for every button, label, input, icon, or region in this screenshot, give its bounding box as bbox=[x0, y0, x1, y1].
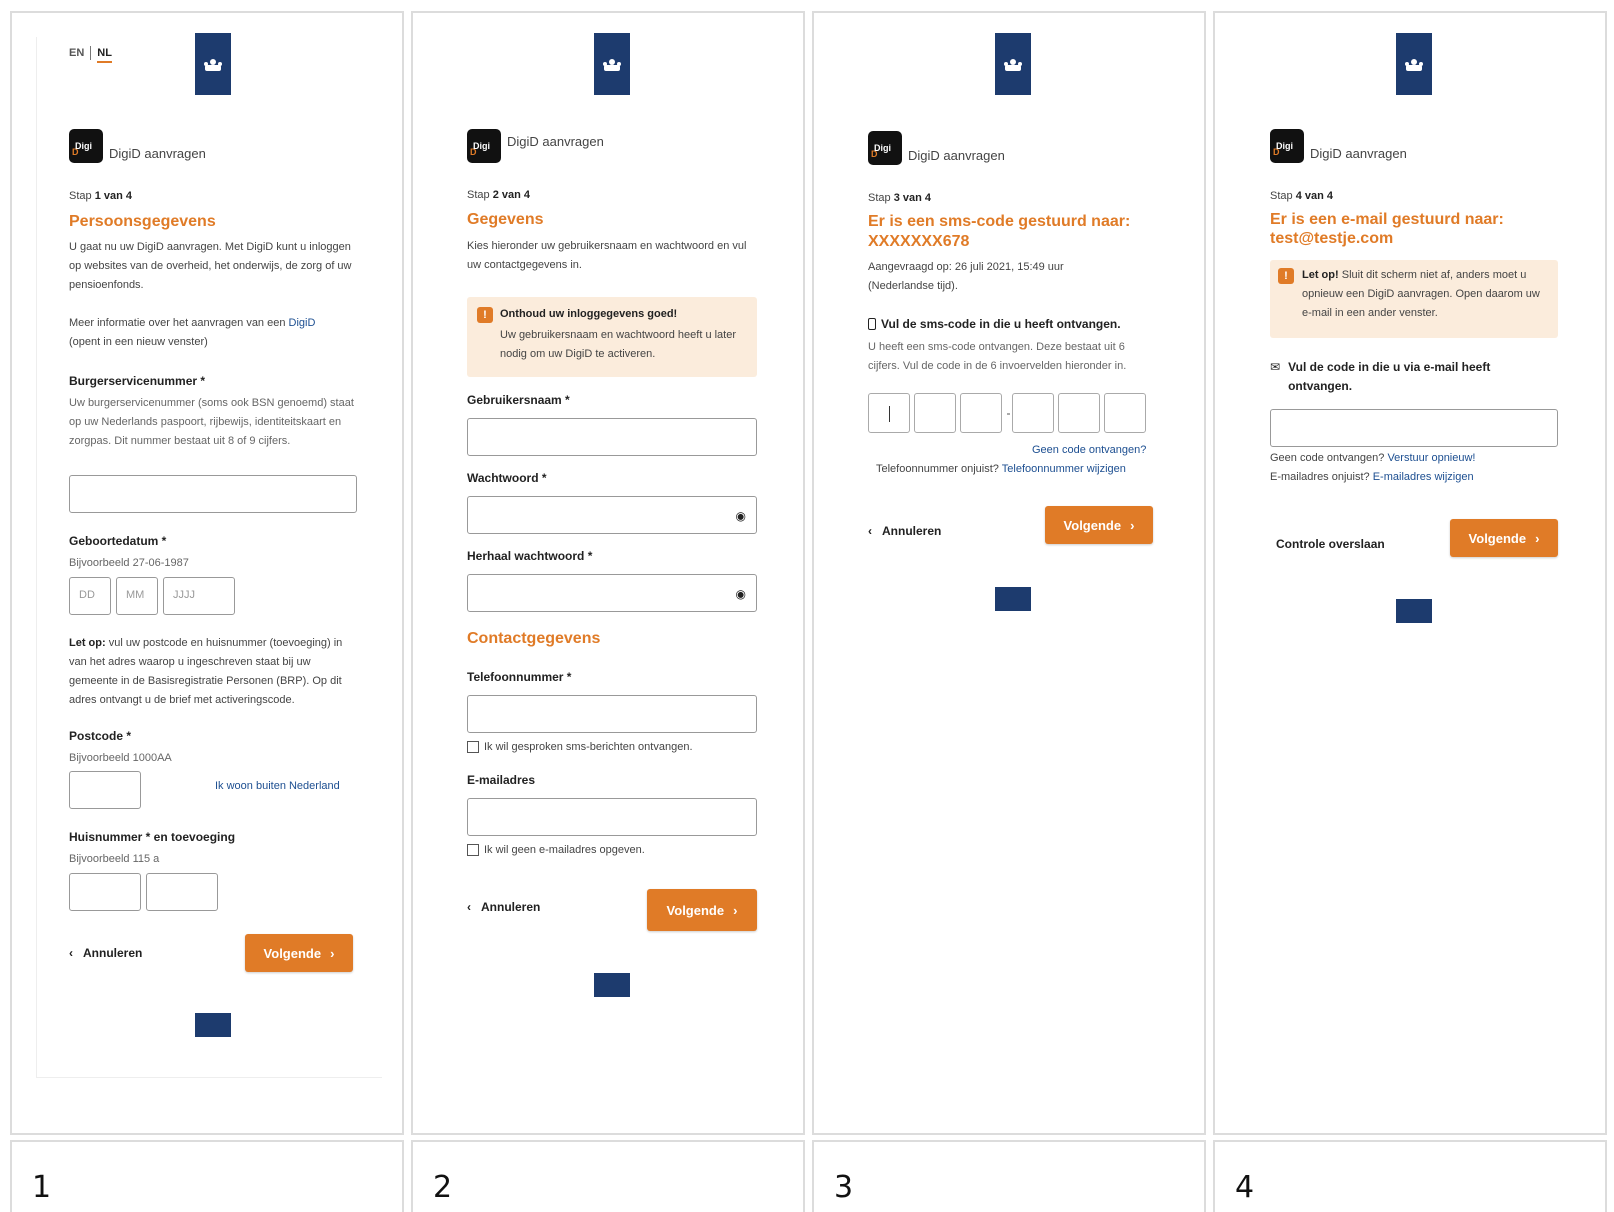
phone-icon bbox=[868, 318, 876, 330]
eye-icon[interactable]: ◉ bbox=[735, 587, 746, 601]
digid-logo-icon: Digi D bbox=[69, 129, 103, 163]
step-indicator: Stap 3 van 4 bbox=[868, 192, 931, 204]
lang-nl-link[interactable]: NL bbox=[97, 47, 112, 63]
alert-text: Uw gebruikersnaam en wachtwoord heeft u later nodig om uw DigiD te activeren. bbox=[500, 329, 737, 360]
phone-wrong-text: Telefoonnummer onjuist? Telefoonnummer wijzigen bbox=[876, 463, 1126, 475]
lang-en-link[interactable]: EN bbox=[69, 46, 85, 59]
code-separator bbox=[1007, 413, 1010, 415]
cancel-link[interactable]: ‹ Annuleren bbox=[69, 946, 143, 960]
bsn-label: Burgerservicenummer * bbox=[69, 374, 206, 388]
rijksoverheid-logo bbox=[995, 33, 1031, 95]
crest-icon bbox=[1001, 57, 1025, 73]
next-button[interactable]: Volgende › bbox=[1045, 506, 1153, 544]
no-code-link[interactable]: Geen code ontvangen? bbox=[1032, 444, 1147, 456]
checkbox-icon bbox=[467, 844, 479, 856]
skip-check-link[interactable]: Controle overslaan bbox=[1276, 537, 1385, 551]
language-switch bbox=[69, 46, 112, 60]
app-label: DigiD aanvragen bbox=[507, 134, 604, 149]
rijksoverheid-logo bbox=[1396, 33, 1432, 95]
change-phone-link[interactable]: Telefoonnummer wijzigen bbox=[1001, 463, 1126, 475]
envelope-icon: ✉ bbox=[1270, 360, 1281, 374]
email-wrong-text: E-mailadres onjuist? E-mailadres wijzigen bbox=[1270, 471, 1474, 483]
dob-label: Geboortedatum * bbox=[69, 534, 167, 548]
postcode-hint: Bijvoorbeeld 1000AA bbox=[69, 752, 172, 764]
page-title-line2: test@testje.com bbox=[1270, 230, 1394, 247]
sms-code-hint: U heeft een sms-code ontvangen. Deze bestaat uit 6 cijfers. Vul de code in de 6 invoervelden hieronder in. bbox=[868, 341, 1127, 372]
panel-label-2: 2 bbox=[411, 1140, 805, 1212]
email-code-label: ✉ Vul de code in die u via e-mail heeft ontvangen. bbox=[1270, 358, 1530, 396]
chevron-right-icon: › bbox=[1130, 517, 1135, 533]
footer-block bbox=[1396, 599, 1432, 623]
abroad-link[interactable]: Ik woon buiten Nederland bbox=[215, 780, 340, 792]
warning-icon: ! bbox=[477, 307, 493, 323]
page-title: Persoonsgegevens bbox=[69, 213, 216, 230]
cancel-link[interactable]: ‹ Annuleren bbox=[467, 900, 541, 914]
crest-icon bbox=[600, 57, 624, 73]
email-label: E-mailadres bbox=[467, 773, 536, 787]
app-label: DigiD aanvragen bbox=[1310, 146, 1407, 161]
step-indicator: Stap 4 van 4 bbox=[1270, 190, 1333, 202]
rijksoverheid-logo bbox=[594, 33, 630, 95]
chevron-left-icon: ‹ bbox=[69, 946, 73, 960]
sms-code-label: Vul de sms-code in die u heeft ontvangen. bbox=[868, 317, 1121, 331]
page-title-line2: XXXXXXX678 bbox=[868, 233, 970, 250]
intro-text: Kies hieronder uw gebruikersnaam en wachtwoord en vul uw contactgegevens in. bbox=[467, 240, 747, 271]
crest-icon bbox=[1402, 57, 1426, 73]
no-code-text: Geen code ontvangen? Verstuur opnieuw! bbox=[1270, 452, 1476, 464]
house-addition-input[interactable] bbox=[146, 873, 218, 911]
footer-block bbox=[594, 973, 630, 997]
rijksoverheid-logo bbox=[195, 33, 231, 95]
change-email-link[interactable]: E-mailadres wijzigen bbox=[1372, 471, 1474, 483]
sms-code-digit-6[interactable] bbox=[1104, 393, 1146, 433]
alert-text: Let op! Sluit dit scherm niet af, anders moet u opnieuw een DigiD aanvragen. Open daarom uw e-mail in een ander venster. bbox=[1302, 269, 1540, 319]
page-title-line1: Er is een e-mail gestuurd naar: bbox=[1270, 211, 1504, 228]
frame-line bbox=[36, 1077, 382, 1078]
digid-header bbox=[868, 131, 1005, 165]
chevron-left-icon: ‹ bbox=[868, 524, 872, 538]
house-number-label: Huisnummer * en toevoeging bbox=[69, 830, 236, 844]
panel-label-4: 4 bbox=[1213, 1140, 1607, 1212]
step-2-panel bbox=[411, 11, 805, 1135]
intro-text: U gaat nu uw DigiD aanvragen. Met DigiD kunt u inloggen op websites van de overheid, het onderwijs, de zorg of uw pensioenfonds. bbox=[69, 241, 352, 291]
dob-year-input[interactable]: JJJJ bbox=[163, 577, 235, 615]
address-note: Let op: vul uw postcode en huisnummer (toevoeging) in van het adres waarop u ingeschreven staat bij uw gemeente in de Basisregistratie Personen (BRP). Op dit adres ontvangt u de brief met activeringscode. bbox=[69, 637, 343, 706]
sms-code-digit-2[interactable] bbox=[914, 393, 956, 433]
repeat-password-label: Herhaal wachtwoord * bbox=[467, 549, 593, 563]
repeat-password-input[interactable] bbox=[467, 574, 757, 612]
bsn-hint: Uw burgerservicenummer (soms ook BSN genoemd) staat op uw Nederlands paspoort, rijbewijs, identiteitskaart en zorgpas. Dit nummer bestaat uit 8 of 9 cijfers. bbox=[69, 397, 354, 447]
footer-block bbox=[995, 587, 1031, 611]
sms-code-digit-4[interactable] bbox=[1012, 393, 1054, 433]
next-button[interactable]: Volgende › bbox=[1450, 519, 1558, 557]
bsn-input[interactable] bbox=[69, 475, 357, 513]
more-info-text: Meer informatie over het aanvragen van een DigiD (opent in een nieuw venster) bbox=[69, 317, 316, 348]
digid-link[interactable]: DigiD bbox=[288, 317, 316, 329]
alert-title: Onthoud uw inloggegevens goed! bbox=[500, 308, 678, 320]
page-title-line1: Er is een sms-code gestuurd naar: bbox=[868, 213, 1131, 230]
username-input[interactable] bbox=[467, 418, 757, 456]
resend-link[interactable]: Verstuur opnieuw! bbox=[1387, 452, 1476, 464]
frame-line bbox=[36, 37, 37, 1077]
step-4-panel bbox=[1213, 11, 1607, 1135]
footer-block bbox=[195, 1013, 231, 1037]
step-1-panel bbox=[10, 11, 404, 1135]
postcode-input[interactable] bbox=[69, 771, 141, 809]
chevron-left-icon: ‹ bbox=[467, 900, 471, 914]
postcode-label: Postcode * bbox=[69, 729, 132, 743]
cancel-link[interactable]: ‹ Annuleren bbox=[868, 524, 942, 538]
requested-text: Aangevraagd op: 26 juli 2021, 15:49 uur (Nederlandse tijd). bbox=[868, 261, 1064, 292]
email-input[interactable] bbox=[467, 798, 757, 836]
digid-logo-icon: Digi D bbox=[1270, 129, 1304, 163]
page-title: Gegevens bbox=[467, 211, 544, 228]
dob-day-input[interactable]: DD bbox=[69, 577, 111, 615]
contact-title: Contactgegevens bbox=[467, 630, 601, 647]
warning-icon: ! bbox=[1278, 268, 1294, 284]
chevron-right-icon: › bbox=[733, 902, 738, 918]
no-email-checkbox[interactable]: Ik wil geen e-mailadres opgeven. bbox=[467, 844, 645, 856]
panel-label-1: 1 bbox=[10, 1140, 404, 1212]
sms-code-digit-5[interactable] bbox=[1058, 393, 1100, 433]
step-indicator: Stap 1 van 4 bbox=[69, 190, 132, 202]
chevron-right-icon: › bbox=[1535, 530, 1540, 546]
step-indicator: Stap 2 van 4 bbox=[467, 189, 530, 201]
next-button[interactable]: Volgende › bbox=[245, 934, 353, 972]
chevron-right-icon: › bbox=[330, 945, 335, 961]
dob-month-input[interactable]: MM bbox=[116, 577, 158, 615]
house-number-input[interactable] bbox=[69, 873, 141, 911]
phone-label: Telefoonnummer * bbox=[467, 670, 572, 684]
spoken-sms-checkbox[interactable]: Ik wil gesproken sms-berichten ontvangen. bbox=[467, 741, 693, 753]
sms-code-digit-1[interactable] bbox=[868, 393, 910, 433]
digid-logo-icon: Digi D bbox=[868, 131, 902, 165]
step-3-panel bbox=[812, 11, 1206, 1135]
house-number-hint: Bijvoorbeeld 115 a bbox=[69, 853, 160, 865]
digid-header bbox=[69, 129, 206, 163]
next-button[interactable]: Volgende › bbox=[647, 889, 757, 931]
username-label: Gebruikersnaam * bbox=[467, 393, 570, 407]
password-input[interactable] bbox=[467, 496, 757, 534]
checkbox-icon bbox=[467, 741, 479, 753]
digid-header bbox=[1270, 129, 1407, 163]
eye-icon[interactable]: ◉ bbox=[735, 509, 746, 523]
password-label: Wachtwoord * bbox=[467, 471, 547, 485]
email-code-input[interactable] bbox=[1270, 409, 1558, 447]
warning-alert bbox=[1270, 260, 1558, 338]
digid-logo-icon: Digi D bbox=[467, 129, 501, 163]
remember-alert bbox=[467, 297, 757, 377]
sms-code-digit-3[interactable] bbox=[960, 393, 1002, 433]
panel-label-3: 3 bbox=[812, 1140, 1206, 1212]
dob-hint: Bijvoorbeeld 27-06-1987 bbox=[69, 557, 189, 569]
phone-input[interactable] bbox=[467, 695, 757, 733]
app-label: DigiD aanvragen bbox=[908, 148, 1005, 163]
app-label: DigiD aanvragen bbox=[109, 146, 206, 161]
crest-icon bbox=[201, 57, 225, 73]
digid-header bbox=[467, 129, 604, 163]
